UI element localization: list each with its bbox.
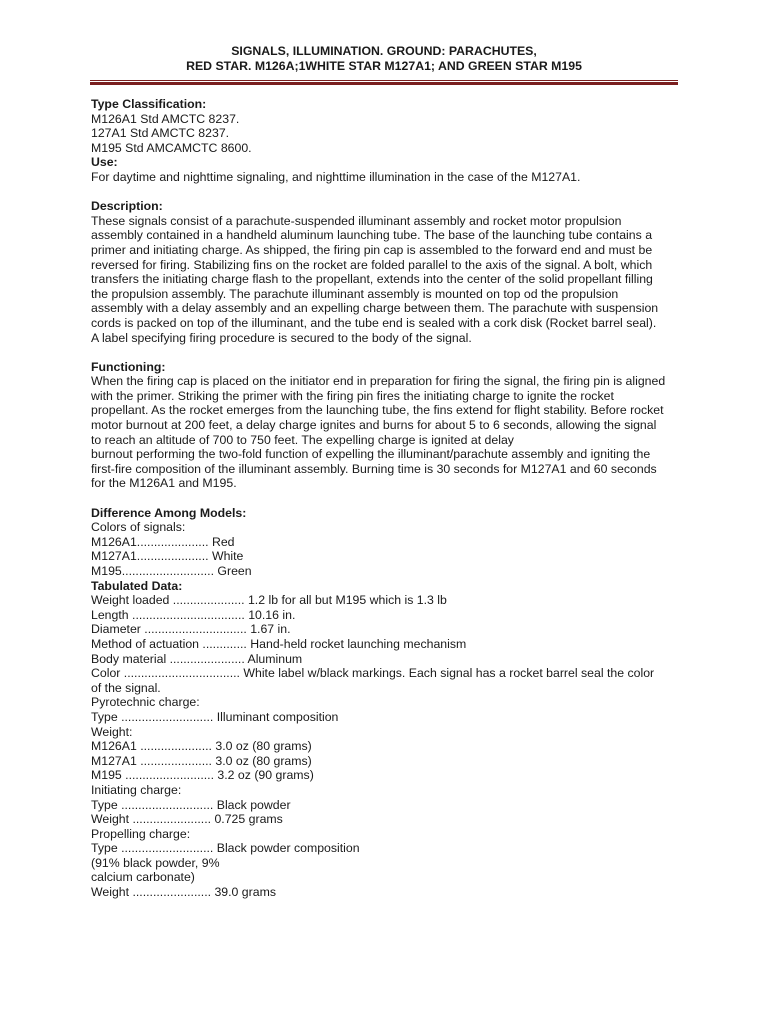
tabulated-line: Weight ....................... 0.725 grams (91, 812, 283, 827)
tabulated-line: Pyrotechnic charge: (91, 695, 200, 710)
tabulated-line: Body material ...................... Aluminum (91, 651, 303, 666)
tabulated-line: Propelling charge: (91, 826, 191, 841)
tabulated-line: M126A1 ..................... 3.0 oz (80 grams) (91, 739, 312, 754)
tabulated-heading: Tabulated Data: (91, 578, 183, 593)
description-line: primer and initiating charge. As shipped, the firing pin cap is assembled to the forward end and must be (91, 242, 653, 257)
header-line-2: RED STAR. M126A;1WHITE STAR M127A1; AND GREEN STAR M195 (186, 58, 582, 73)
tabulated-line: (91% black powder, 9% (91, 855, 220, 870)
type-classification-line: 127A1 Std AMCTC 8237. (91, 126, 230, 141)
differences-line: M126A1..................... Red (91, 534, 235, 549)
tabulated-line: M195 .......................... 3.2 oz (90 grams) (91, 768, 314, 783)
description-line: assembly with a delay assembly and an expelling charge between them. The parachute with suspension (91, 301, 659, 316)
functioning-line: with the primer. Striking the primer with the firing pin fires the initiating charge to ignite the rocket (91, 388, 614, 403)
tabulated-line: Diameter .............................. 1.67 in. (91, 622, 291, 637)
functioning-line: motor burnout at 200 feet, a delay charge ignites and burns for about 5 to 6 seconds, allowing the signal (91, 418, 657, 433)
header-rule-thick (90, 82, 678, 85)
type-classification-line: M126A1 Std AMCTC 8237. (91, 111, 240, 126)
functioning-line: burnout performing the two-fold function of expelling the illuminant/parachute assembly and igniting the (91, 447, 651, 462)
differences-line: M195........................... Green (91, 564, 252, 578)
header-line-1: SIGNALS, ILLUMINATION. GROUND: PARACHUTES, (231, 44, 537, 58)
tabulated-line: Weight: (91, 724, 133, 739)
functioning-line: first-fire composition of the illuminant assembly. Burning time is 30 seconds for M127A1 and 60 seconds (91, 461, 657, 476)
document-body (91, 97, 681, 900)
tabulated-line: Method of actuation ............. Hand-held rocket launching mechanism (91, 636, 467, 651)
description-line: cords is packed on top of the illuminant, and the tube end is sealed with a cork disk (Rocket barrel seal). (91, 315, 657, 330)
description-line: transfers the initiating charge flash to the propellant, extends into the center of the solid propellant filling (91, 272, 653, 287)
tabulated-line: Type ........................... Black powder composition (91, 841, 360, 856)
description-heading: Description: (91, 199, 163, 214)
header-rule-thin (90, 80, 678, 81)
tabulated-line: of the signal. (91, 680, 161, 695)
functioning-line: to reach an altitude of 700 to 750 feet. The expelling charge is ignited at delay (91, 432, 514, 447)
document-header (0, 44, 768, 73)
type-classification-line: M195 Std AMCAMCTC 8600. (91, 140, 252, 155)
functioning-heading: Functioning: (91, 359, 166, 374)
description-line: A label specifying firing procedure is secured to the body of the signal. (91, 330, 472, 345)
type-classification-heading: Type Classification: (91, 97, 207, 111)
differences-heading: Difference Among Models: (91, 505, 247, 520)
functioning-line: for the M126A1 and M195. (91, 476, 237, 491)
use-text: For daytime and nighttime signaling, and nighttime illumination in the case of the M127A1. (91, 169, 581, 184)
description-line: These signals consist of a parachute-suspended illuminant assembly and rocket motor propulsion (91, 213, 622, 228)
tabulated-line: Type ........................... Illuminant composition (91, 709, 339, 724)
description-line: reversed for firing. Stabilizing fins on the rocket are folded parallel to the axis of the signal. A bolt, which (91, 257, 653, 272)
differences-line: M127A1..................... White (91, 549, 244, 564)
functioning-line: When the firing cap is placed on the initiator end in preparation for firing the signal, the firing pin is aligned (91, 374, 666, 389)
tabulated-line: Weight ....................... 39.0 grams (91, 885, 276, 900)
tabulated-line: Weight loaded ..................... 1.2 lb for all but M195 which is 1.3 lb (91, 593, 447, 608)
description-line: assembly contained in a handheld aluminum launching tube. The base of the launching tube contains a (91, 228, 653, 243)
tabulated-line: Initiating charge: (91, 782, 182, 797)
description-line: the propulsion assembly. The parachute illuminant assembly is mounted on top od the propulsion (91, 286, 619, 301)
differences-line: Colors of signals: (91, 520, 186, 535)
functioning-line: propellant. As the rocket emerges from the launching tube, the fins extend for flight stability. Before rocket (91, 403, 664, 418)
tabulated-line: M127A1 ..................... 3.0 oz (80 grams) (91, 753, 312, 768)
tabulated-line: calcium carbonate) (91, 870, 195, 885)
use-heading: Use: (91, 155, 118, 170)
tabulated-line: Length ................................. 10.16 in. (91, 607, 296, 622)
tabulated-line: Type ........................... Black powder (91, 797, 291, 812)
tabulated-line: Color .................................. White label w/black markings. Each signal has a rocket barrel seal the color (91, 666, 655, 681)
